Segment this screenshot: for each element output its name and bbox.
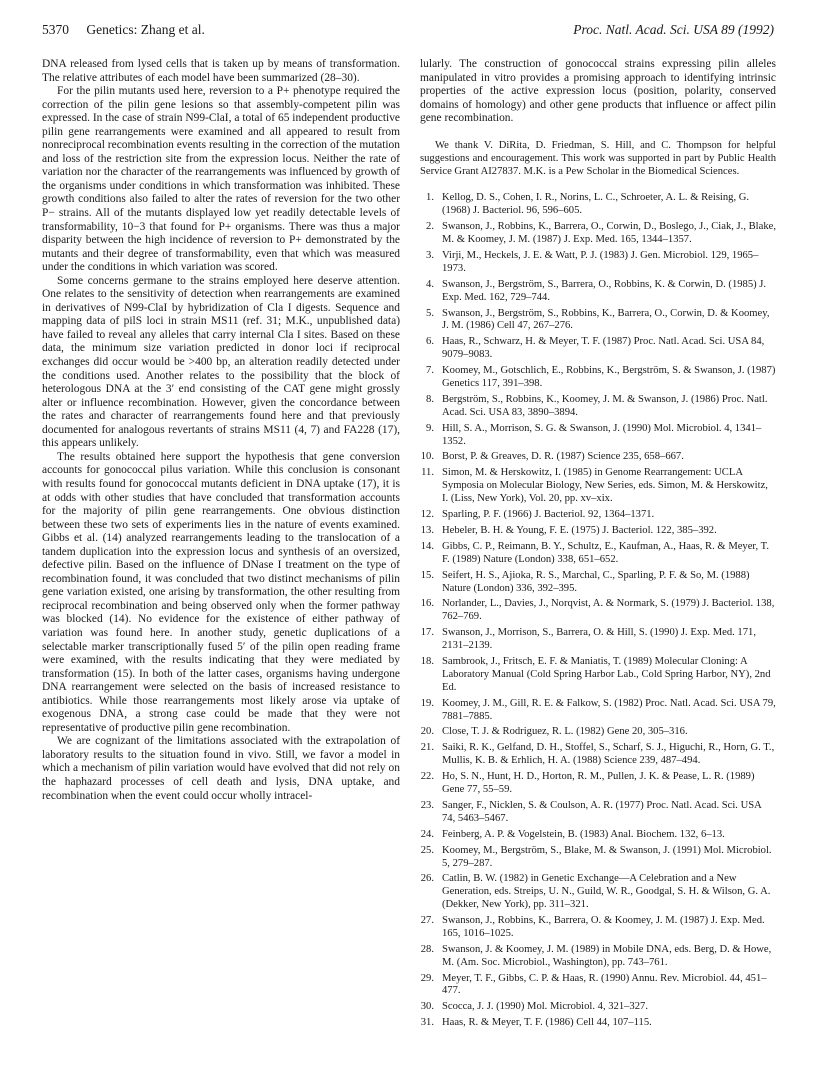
reference-text: Swanson, J. & Koomey, J. M. (1989) in Mobile DNA, eds. Berg, D. & Howe, M. (Am. Soc. Microbiol., Washington), pp. 743–761. (442, 943, 772, 968)
journal-citation: Proc. Natl. Acad. Sci. USA 89 (1992) (573, 22, 774, 37)
reference-text: Koomey, J. M., Gill, R. E. & Falkow, S. (1982) Proc. Natl. Acad. Sci. USA 79, 7881–7885. (442, 697, 776, 722)
reference-item (420, 570, 776, 596)
reference-item (420, 525, 776, 538)
reference-number: 22. (420, 771, 434, 783)
reference-item (420, 467, 776, 506)
reference-text: Swanson, J., Bergström, S., Robbins, K., Barrera, O., Corwin, D. & Koomey, J. M. (1986) Cell 47, 267–276. (442, 307, 770, 332)
reference-number: 11. (421, 467, 434, 479)
reference-text: Seifert, H. S., Ajioka, R. S., Marchal, C., Sparling, P. F. & So, M. (1988) Nature (London) 336, 392–395. (442, 569, 750, 594)
reference-number: 29. (420, 972, 434, 984)
reference-item (420, 423, 776, 449)
reference-text: Koomey, M., Bergström, S., Blake, M. & Swanson, J. (1991) Mol. Microbiol. 5, 279–287. (442, 844, 772, 869)
reference-text: Swanson, J., Robbins, K., Barrera, O. & Koomey, J. M. (1987) J. Exp. Med. 165, 1016–1025. (442, 915, 765, 939)
reference-item (420, 973, 776, 999)
reference-item (420, 771, 776, 797)
reference-item (420, 279, 776, 305)
paragraph: Some concerns germane to the strains employed here deserve attention. One relates to the sensitivity of detection when rearrangements are examined in derivatives of N99-ClaI by hybridization of Cla I digests. Sequence and mapping data of pilS loci in strain MS11 (ref. 31; M.K., unpublished data) have failed to reveal any alleles that carry internal Cla I sites. Based on these data, the minimum size variation predicted in donor loci if reciprocal exchanges did occur would be >400 bp, an alteration readily detected under the conditions used. Another relates to the possibility that the block of heterologous DNA at the 3′ end consisting of the CAT gene might grossly alter or influence recombination. However, given the concordance between the rates and character of rearrangements found here and that previously documented for analogous revertants of strains MS11 (4, 7) and FA228 (17), this appears unlikely. (42, 274, 400, 450)
reference-number: 9. (426, 422, 434, 434)
reference-item (420, 800, 776, 826)
paragraph: For the pilin mutants used here, reversion to a P+ phenotype required the correction of the pilin gene lesions so that assembly-competent pilin was expressed. In the case of strain N99-ClaI, a total of 65 independent productive pilin gene rearrangements were examined and all appeared to result from nonreciprocal recombination events resulting in the correction of the mutation and loss of the restriction site from the expression locus. Neither the rate of variation nor the character of the rearrangements was influenced by growth of the organisms under conditions in which transformation was inhibited. These growth conditions also failed to alter the rates of reversion for the two other P− strains. All of the mutants displayed low yet readily detectable levels of transformability, 10−3 that found for P+ organisms. There was thus a major disparity between the high incidence of reversion to P+ demonstrated by the mutants and their degree of transformability, even that which was measured under the conditions in which variation was scored. (42, 85, 400, 274)
reference-text: Bergström, S., Robbins, K., Koomey, J. M. & Swanson, J. (1986) Proc. Natl. Acad. Sci. USA 83, 3890–3894. (442, 393, 768, 418)
reference-item (420, 451, 776, 464)
acknowledgment: We thank V. DiRita, D. Friedman, S. Hill, and C. Thompson for helpful suggestions and encouragement. This work was supported in part by Public Health Service Grant AI27837. M.K. is a Pew Scholar in the Biomedical Sciences. (420, 139, 776, 177)
reference-item (420, 656, 776, 695)
reference-item (420, 873, 776, 912)
reference-text: Haas, R., Schwarz, H. & Meyer, T. F. (1987) Proc. Natl. Acad. Sci. USA 84, 9079–9083. (442, 336, 765, 361)
reference-text: Saiki, R. K., Gelfand, D. H., Stoffel, S., Scharf, S. J., Higuchi, R., Horn, G. T., Mullis, K. B. & Erhlich, H. A. (1988) Science 239, 487–494. (442, 742, 775, 767)
reference-number: 10. (420, 451, 434, 463)
reference-number: 27. (420, 915, 434, 927)
reference-number: 16. (420, 598, 434, 610)
reference-number: 18. (420, 656, 434, 668)
reference-text: Koomey, M., Gotschlich, E., Robbins, K., Bergström, S. & Swanson, J. (1987) Genetics 117, 391–398. (442, 365, 776, 389)
reference-text: Norlander, L., Davies, J., Norqvist, A. & Normark, S. (1979) J. Bacteriol. 138, 762–769. (442, 598, 775, 623)
reference-text: Haas, R. & Meyer, T. F. (1986) Cell 44, 107–115. (442, 1017, 652, 1029)
paragraph: lularly. The construction of gonococcal strains expressing pilin alleles manipulated in vitro provides a promising approach to identifying intrinsic properties of the active expression locus (position, polarity, conserved domains of homology) and other gene products that influence or affect pilin gene recombination. (420, 58, 776, 125)
reference-text: Close, T. J. & Rodriguez, R. L. (1982) Gene 20, 305–316. (442, 726, 688, 738)
reference-text: Virji, M., Heckels, J. E. & Watt, P. J. (1983) J. Gen. Microbiol. 129, 1965–1973. (442, 250, 759, 274)
reference-item (420, 698, 776, 724)
reference-item (420, 308, 776, 334)
reference-text: Meyer, T. F., Gibbs, C. P. & Haas, R. (1990) Annu. Rev. Microbiol. 44, 451–477. (442, 972, 767, 997)
reference-text: Feinberg, A. P. & Vogelstein, B. (1983) Anal. Biochem. 132, 6–13. (442, 828, 725, 840)
reference-number: 14. (420, 540, 434, 552)
reference-item (420, 192, 776, 218)
reference-item (420, 829, 776, 842)
reference-number: 26. (420, 873, 434, 885)
page-number: 5370 (42, 22, 69, 37)
reference-number: 8. (426, 393, 434, 405)
reference-text: Ho, S. N., Hunt, H. D., Horton, R. M., Pullen, J. K. & Pease, L. R. (1989) Gene 77, 55–59. (442, 771, 755, 796)
reference-item (420, 845, 776, 871)
reference-item (420, 509, 776, 522)
reference-text: Swanson, J., Morrison, S., Barrera, O. & Hill, S. (1990) J. Exp. Med. 171, 2131–2139. (442, 627, 756, 652)
reference-number: 25. (420, 844, 434, 856)
reference-number: 2. (426, 221, 434, 233)
reference-number: 17. (420, 627, 434, 639)
reference-number: 13. (420, 524, 434, 536)
reference-text: Sparling, P. F. (1966) J. Bacteriol. 92, 1364–1371. (442, 509, 655, 521)
reference-number: 15. (420, 569, 434, 581)
reference-number: 3. (426, 250, 434, 262)
reference-item (420, 336, 776, 362)
reference-number: 1. (426, 192, 434, 204)
paragraph: The results obtained here support the hypothesis that gene conversion accounts for gonococcal pilus variation. While this conclusion is consonant with results found for gonococcal mutants deficient in DNA uptake (17), it is at odds with other studies that have concluded that transformation accounts for the majority of pilin gene rearrangements. One obvious distinction between these two sets of experiments lies in the nature of events examined. Gibbs et al. (14) analyzed rearrangements leading to the translocation of a tandem duplication into the expression locus and synthesis of an oversized, defective pilin. Based on the influence of DNase I treatment on the type of recombination found, it was concluded that two distinct mechanisms of pilin gene variation existed, one arising by transformation, the other resulting from reciprocal recombination and being observed only when the former pathway was blocked (14). No evidence for the existence of either pathway of variation was found here. In another study, genetic duplications of a selectable marker transcriptionally fused 5′ of the pilin open reading frame were examined, with the results indicating that they were mediated by transformation (15). In both of the latter cases, organisms having undergone DNA rearrangement were selected on the basis of increased resistance to antibiotics. While those rearrangements most likely arose via uptake of exogenous DNA, a strong case could be made that they were not representative of productive pilin gene recombination. (42, 450, 400, 734)
reference-number: 7. (426, 365, 434, 377)
page-header (42, 22, 774, 44)
reference-number: 23. (420, 799, 434, 811)
left-column (42, 58, 400, 803)
reference-number: 21. (420, 742, 434, 754)
reference-item (420, 221, 776, 247)
reference-text: Hebeler, B. H. & Young, F. E. (1975) J. Bacteriol. 122, 385–392. (442, 524, 717, 536)
reference-number: 20. (420, 726, 434, 738)
reference-item (420, 598, 776, 624)
right-column (420, 58, 776, 1033)
reference-item (420, 627, 776, 653)
reference-item (420, 394, 776, 420)
paragraph: We are cognizant of the limitations associated with the extrapolation of laboratory results to the situation found in vivo. Still, we favor a model in which a mechanism of pilin variation would have evolved that did not rely on the haphazard processes of cell death and lysis, DNA uptake, and recombination when the event could occur wholly intracel- (42, 735, 400, 802)
reference-list (420, 192, 776, 1030)
reference-number: 12. (420, 509, 434, 521)
reference-item (420, 726, 776, 739)
reference-text: Gibbs, C. P., Reimann, B. Y., Schultz, E., Kaufman, A., Haas, R. & Meyer, T. F. (1989) Nature (London) 338, 651–652. (442, 540, 769, 565)
reference-number: 24. (420, 828, 434, 840)
reference-number: 6. (426, 336, 434, 348)
reference-item (420, 1017, 776, 1030)
reference-text: Sanger, F., Nicklen, S. & Coulson, A. R. (1977) Proc. Natl. Acad. Sci. USA 74, 5463–5467. (442, 799, 762, 824)
reference-item (420, 915, 776, 941)
reference-text: Hill, S. A., Morrison, S. G. & Swanson, J. (1990) Mol. Microbiol. 4, 1341–1352. (442, 422, 762, 447)
reference-number: 30. (420, 1001, 434, 1013)
reference-item (420, 742, 776, 768)
reference-item (420, 541, 776, 567)
reference-text: Scocca, J. J. (1990) Mol. Microbiol. 4, 321–327. (442, 1001, 648, 1013)
reference-text: Swanson, J., Robbins, K., Barrera, O., Corwin, D., Boslego, J., Ciak, J., Blake, M. & Koomey, J. M. (1987) J. Exp. Med. 165, 1344–1357. (442, 221, 776, 246)
reference-text: Swanson, J., Bergström, S., Barrera, O., Robbins, K. & Corwin, D. (1985) J. Exp. Med. 162, 729–744. (442, 278, 767, 303)
reference-number: 28. (420, 943, 434, 955)
reference-item (420, 944, 776, 970)
header-left (42, 22, 205, 38)
reference-number: 4. (426, 278, 434, 290)
reference-number: 31. (420, 1017, 434, 1029)
reference-item (420, 365, 776, 391)
reference-number: 5. (426, 307, 434, 319)
reference-number: 19. (420, 697, 434, 709)
paragraph: DNA released from lysed cells that is taken up by means of transformation. The relative attributes of each model have been summarized (28–30). (42, 58, 400, 84)
reference-item (420, 250, 776, 276)
reference-text: Sambrook, J., Fritsch, E. F. & Maniatis, T. (1989) Molecular Cloning: A Laboratory Manual (Cold Spring Harbor Lab., Cold Spring Harbor, NY), 2nd Ed. (442, 656, 771, 693)
reference-text: Catlin, B. W. (1982) in Genetic Exchange—A Celebration and a New Generation, eds. Streips, U. N., Guild, W. R., Goodgal, S. H. & Wilson, G. A. (Dekker, New York), pp. 311–321. (442, 873, 771, 911)
reference-text: Simon, M. & Herskowitz, I. (1985) in Genome Rearrangement: UCLA Symposia on Molecular Biology, New Series, eds. Simon, M. & Herskowitz, I. (Liss, New York), Vol. 20, pp. xv–xix. (442, 467, 768, 505)
reference-item (420, 1001, 776, 1014)
running-title: Genetics: Zhang et al. (86, 22, 205, 37)
reference-text: Kellog, D. S., Cohen, I. R., Norins, L. C., Schroeter, A. L. & Reising, G. (1968) J. Bacteriol. 96, 596–605. (442, 192, 750, 217)
reference-text: Borst, P. & Greaves, D. R. (1987) Science 235, 658–667. (442, 451, 684, 463)
